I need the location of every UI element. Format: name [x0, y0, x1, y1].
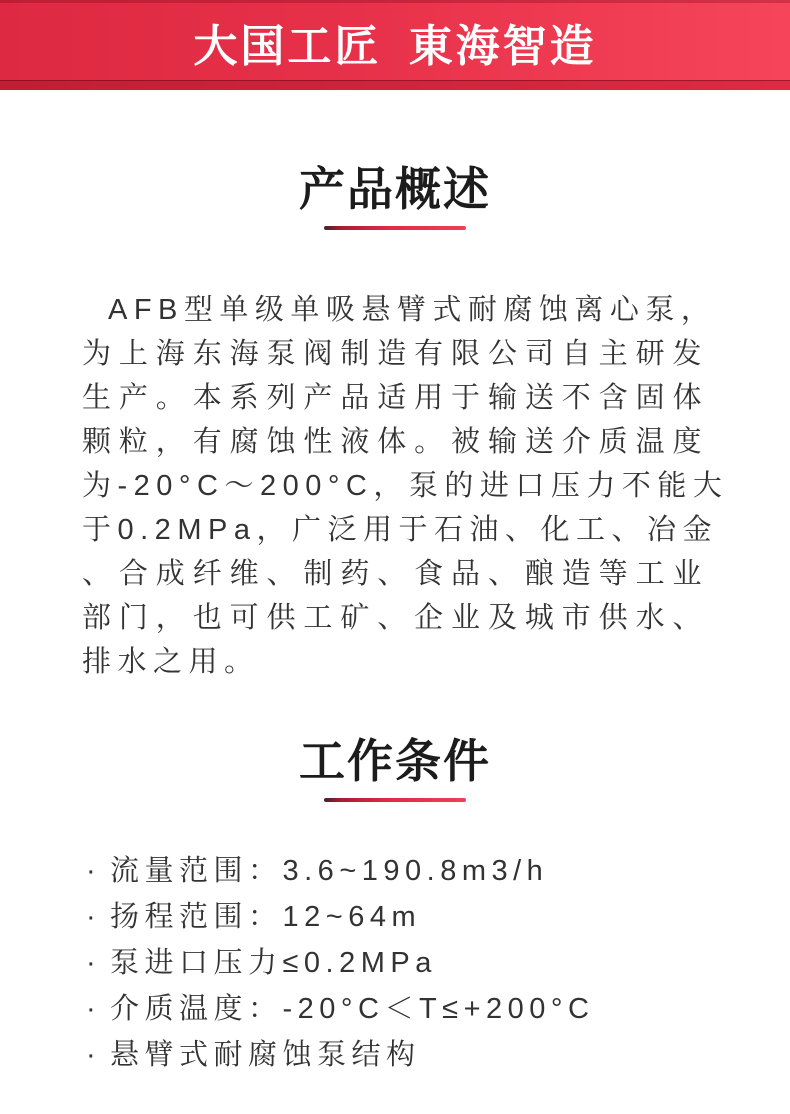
bullet-icon: · [86, 855, 96, 887]
paragraph-line: 排水之用。 [82, 646, 260, 678]
banner-title: 大国工匠 東海智造 [193, 22, 597, 71]
list-item-text: 流量范围：3.6~190.8m3/h [110, 855, 549, 887]
paragraph-line: 颗粒，有腐蚀性液体。被输送介质温度 [82, 426, 708, 458]
page-content [0, 163, 790, 1078]
title-underline [324, 226, 466, 230]
paragraph-line: AFB型单级单吸悬臂式耐腐蚀离心泵， [108, 294, 717, 326]
bullet-icon: · [86, 901, 96, 933]
bullet-icon: · [86, 993, 96, 1025]
bullet-icon: · [86, 947, 96, 979]
section-title-overview: 产品概述 [299, 163, 491, 215]
list-item [86, 986, 730, 1032]
paragraph-line: 为-20°C～200°C，泵的进口压力不能大 [82, 470, 729, 502]
paragraph-line: 部门，也可供工矿、企业及城市供水、 [82, 602, 708, 634]
list-item-text: 悬臂式耐腐蚀泵结构 [110, 1039, 421, 1071]
section-title-conditions: 工作条件 [299, 735, 491, 787]
list-item-text: 泵进口压力≤0.2MPa [110, 947, 437, 979]
paragraph-line: 、合成纤维、制药、食品、酿造等工业 [82, 558, 708, 590]
list-item [86, 894, 730, 940]
paragraph-line: 于0.2MPa，广泛用于石油、化工、冶金 [82, 514, 718, 546]
list-item [86, 940, 730, 986]
paragraph-line: 生产。本系列产品适用于输送不含固体 [82, 382, 708, 414]
list-item-text: 介质温度：-20°C＜T≤+200°C [110, 993, 595, 1025]
list-item [86, 1032, 730, 1078]
conditions-list [86, 848, 730, 1078]
list-item-text: 扬程范围：12~64m [110, 901, 422, 933]
paragraph-line: 为上海东海泵阀制造有限公司自主研发 [82, 338, 708, 370]
bullet-icon: · [86, 1039, 96, 1071]
brand-banner [0, 0, 790, 90]
list-item [86, 848, 730, 894]
title-underline [324, 798, 466, 802]
overview-paragraph [82, 288, 729, 684]
